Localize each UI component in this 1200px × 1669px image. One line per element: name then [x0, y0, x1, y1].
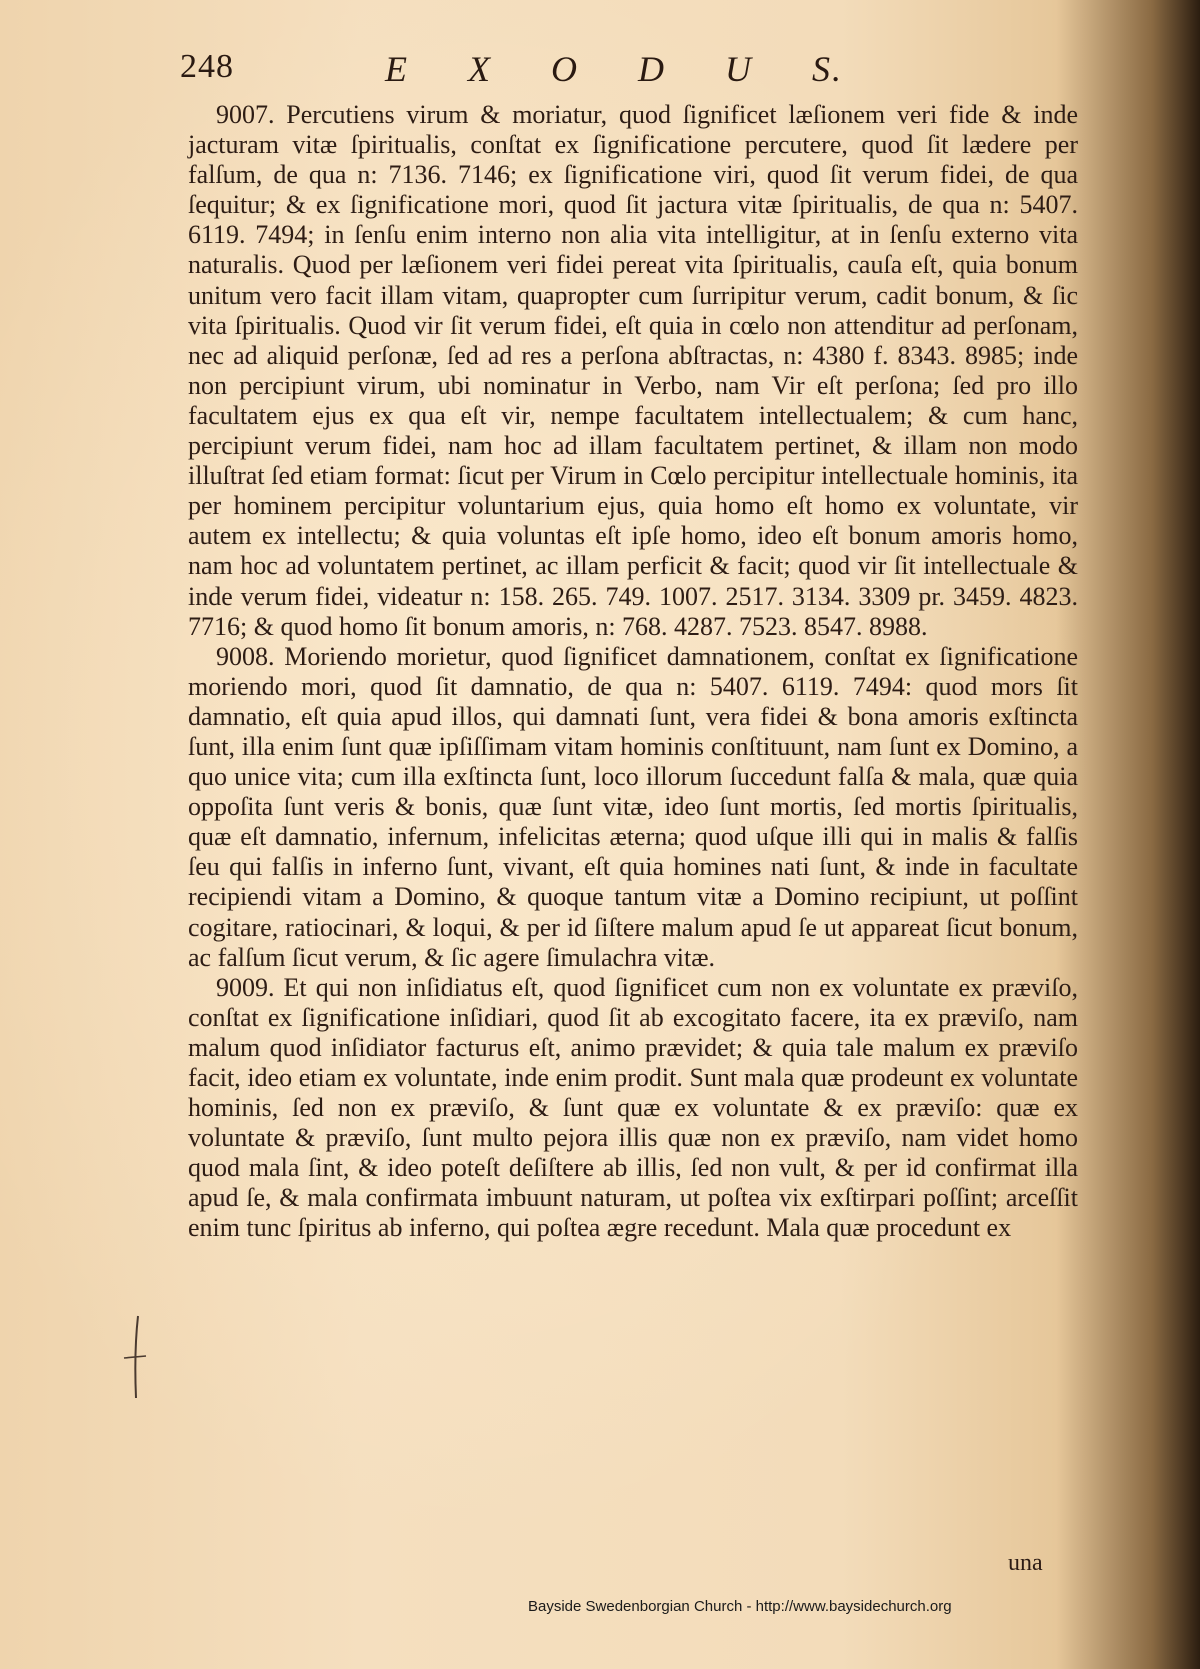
paragraph-number: 9008.	[216, 641, 275, 671]
paragraph-text: Et qui non inſidiatus eſt, quod ſignificet cum non ex voluntate ex præviſo, conſtat ex ſignificatione inſidiari, quod ſit ab excogitato facere, ita ex præviſo, nam malum quod inſidiator facturus eſt, animo prævidet; & quia tale malum ex præviſo facit, ideo etiam ex voluntate, inde enim prodit. Sunt mala quæ prodeunt ex voluntate hominis, ſed non ex præviſo, & ſunt quæ ex voluntate & ex præviſo: quæ ex voluntate & præviſo, ſunt multo pejora illis quæ non ex præviſo, nam videt homo quod mala ſint, & ideo poteſt deſiſtere ab illis, ſed non vult, & per id confirmat illa apud ſe, & mala confirmata imbuunt naturam, ut poſtea vix exſtirpari poſſint; arceſſit enim tunc ſpiritus ab inferno, qui poſtea ægre recedunt. Mala quæ procedunt ex	[188, 972, 1078, 1243]
catchword: una	[1008, 1550, 1043, 1576]
pencil-margin-mark-icon	[122, 1312, 152, 1402]
running-title: E X O D U S.	[385, 49, 843, 89]
body-text	[188, 100, 1078, 1244]
paragraph-text: Percutiens virum & moriatur, quod ſignificet læſionem veri fide & inde jacturam vitæ ſpiritualis, conſtat ex ſignificatione percutere, quod ſit lædere per falſum, de qua n: 7136. 7146; ex ſignificatione viri, quod ſit verum fidei, de qua ſequitur; & ex ſignificatione mori, quod ſit jactura vitæ ſpiritualis, de qua n: 5407. 6119. 7494; in ſenſu enim interno non alia vita intelligitur, at in ſenſu externo vita naturalis. Quod per læſionem veri fidei pereat vita ſpiritualis, cauſa eſt, quia bonum unitum vero facit illam vitam, quapropter cum ſurripitur verum, cadit bonum, & ſic vita ſpiritualis. Quod vir ſit verum fidei, eſt quia in cœlo non attenditur ad perſonam, nec ad aliquid perſonæ, ſed ad res a perſona abſtractas, n: 4380 f. 8343. 8985; inde non percipiunt virum, ubi nominatur in Verbo, nam Vir eſt perſona; ſed pro illo facultatem ejus ex qua eſt vir, nempe facultatem intellectualem; & cum hanc, percipiunt verum fidei, nam hoc ad illam facultatem pertinet, & illam non modo illuſtrat ſed etiam format: ſicut per Virum in Cœlo percipitur intellectuale hominis, ita per hominem percipitur voluntarium ejus, quia homo eſt homo ex voluntate, vir autem ex intellectu; & quia voluntas eſt ipſe homo, ideo eſt bonum amoris homo, nam hoc ad voluntatem pertinet, ac illam perficit & facit; quod vir ſit intellectuale & inde verum fidei, videatur n: 158. 265. 749. 1007. 2517. 3134. 3309 pr. 3459. 4823. 7716; & quod homo ſit bonum amoris, n: 768. 4287. 7523. 8547. 8988.	[188, 100, 1078, 641]
paragraph-9007	[188, 100, 1078, 642]
paragraph-9008	[188, 642, 1078, 973]
page-number: 248	[180, 48, 234, 85]
footer-credit: Bayside Swedenborgian Church - http://www.baysidechurch.org	[528, 1598, 952, 1615]
page-header	[180, 48, 900, 98]
paragraph-9009	[188, 973, 1078, 1244]
paragraph-number: 9009.	[216, 972, 275, 1002]
paragraph-number: 9007.	[216, 100, 275, 129]
paragraph-text: Moriendo morietur, quod ſignificet damnationem, conſtat ex ſignificatione moriendo mori, quod ſit damnatio, de qua n: 5407. 6119. 7494: quod mors ſit damnatio, eſt quia apud illos, qui damnati ſunt, vera fidei & bona amoris exſtincta ſunt, illa enim ſunt quæ ipſiſſimam vitam hominis conſtituunt, nam ſunt ex Domino, a quo unice vita; cum illa exſtincta ſunt, loco illorum ſuccedunt falſa & mala, quæ quia oppoſita ſunt veris & bonis, quæ ſunt vitæ, ideo ſunt mortis, ſed mortis ſpiritualis, quæ eſt damnatio, infernum, infelicitas æterna; quod uſque illi qui in malis & falſis ſeu qui falſis in inferno ſunt, vivant, eſt quia homines nati ſunt, & inde in facultate recipiendi vitam a Domino, & quoque tantum vitæ a Domino recipiunt, ut poſſint cogitare, ratiocinari, & loqui, & per id ſiſtere malum apud ſe ut appareat ſicut bonum, ac falſum ſicut verum, & ſic agere ſimulachra vitæ.	[188, 641, 1079, 972]
